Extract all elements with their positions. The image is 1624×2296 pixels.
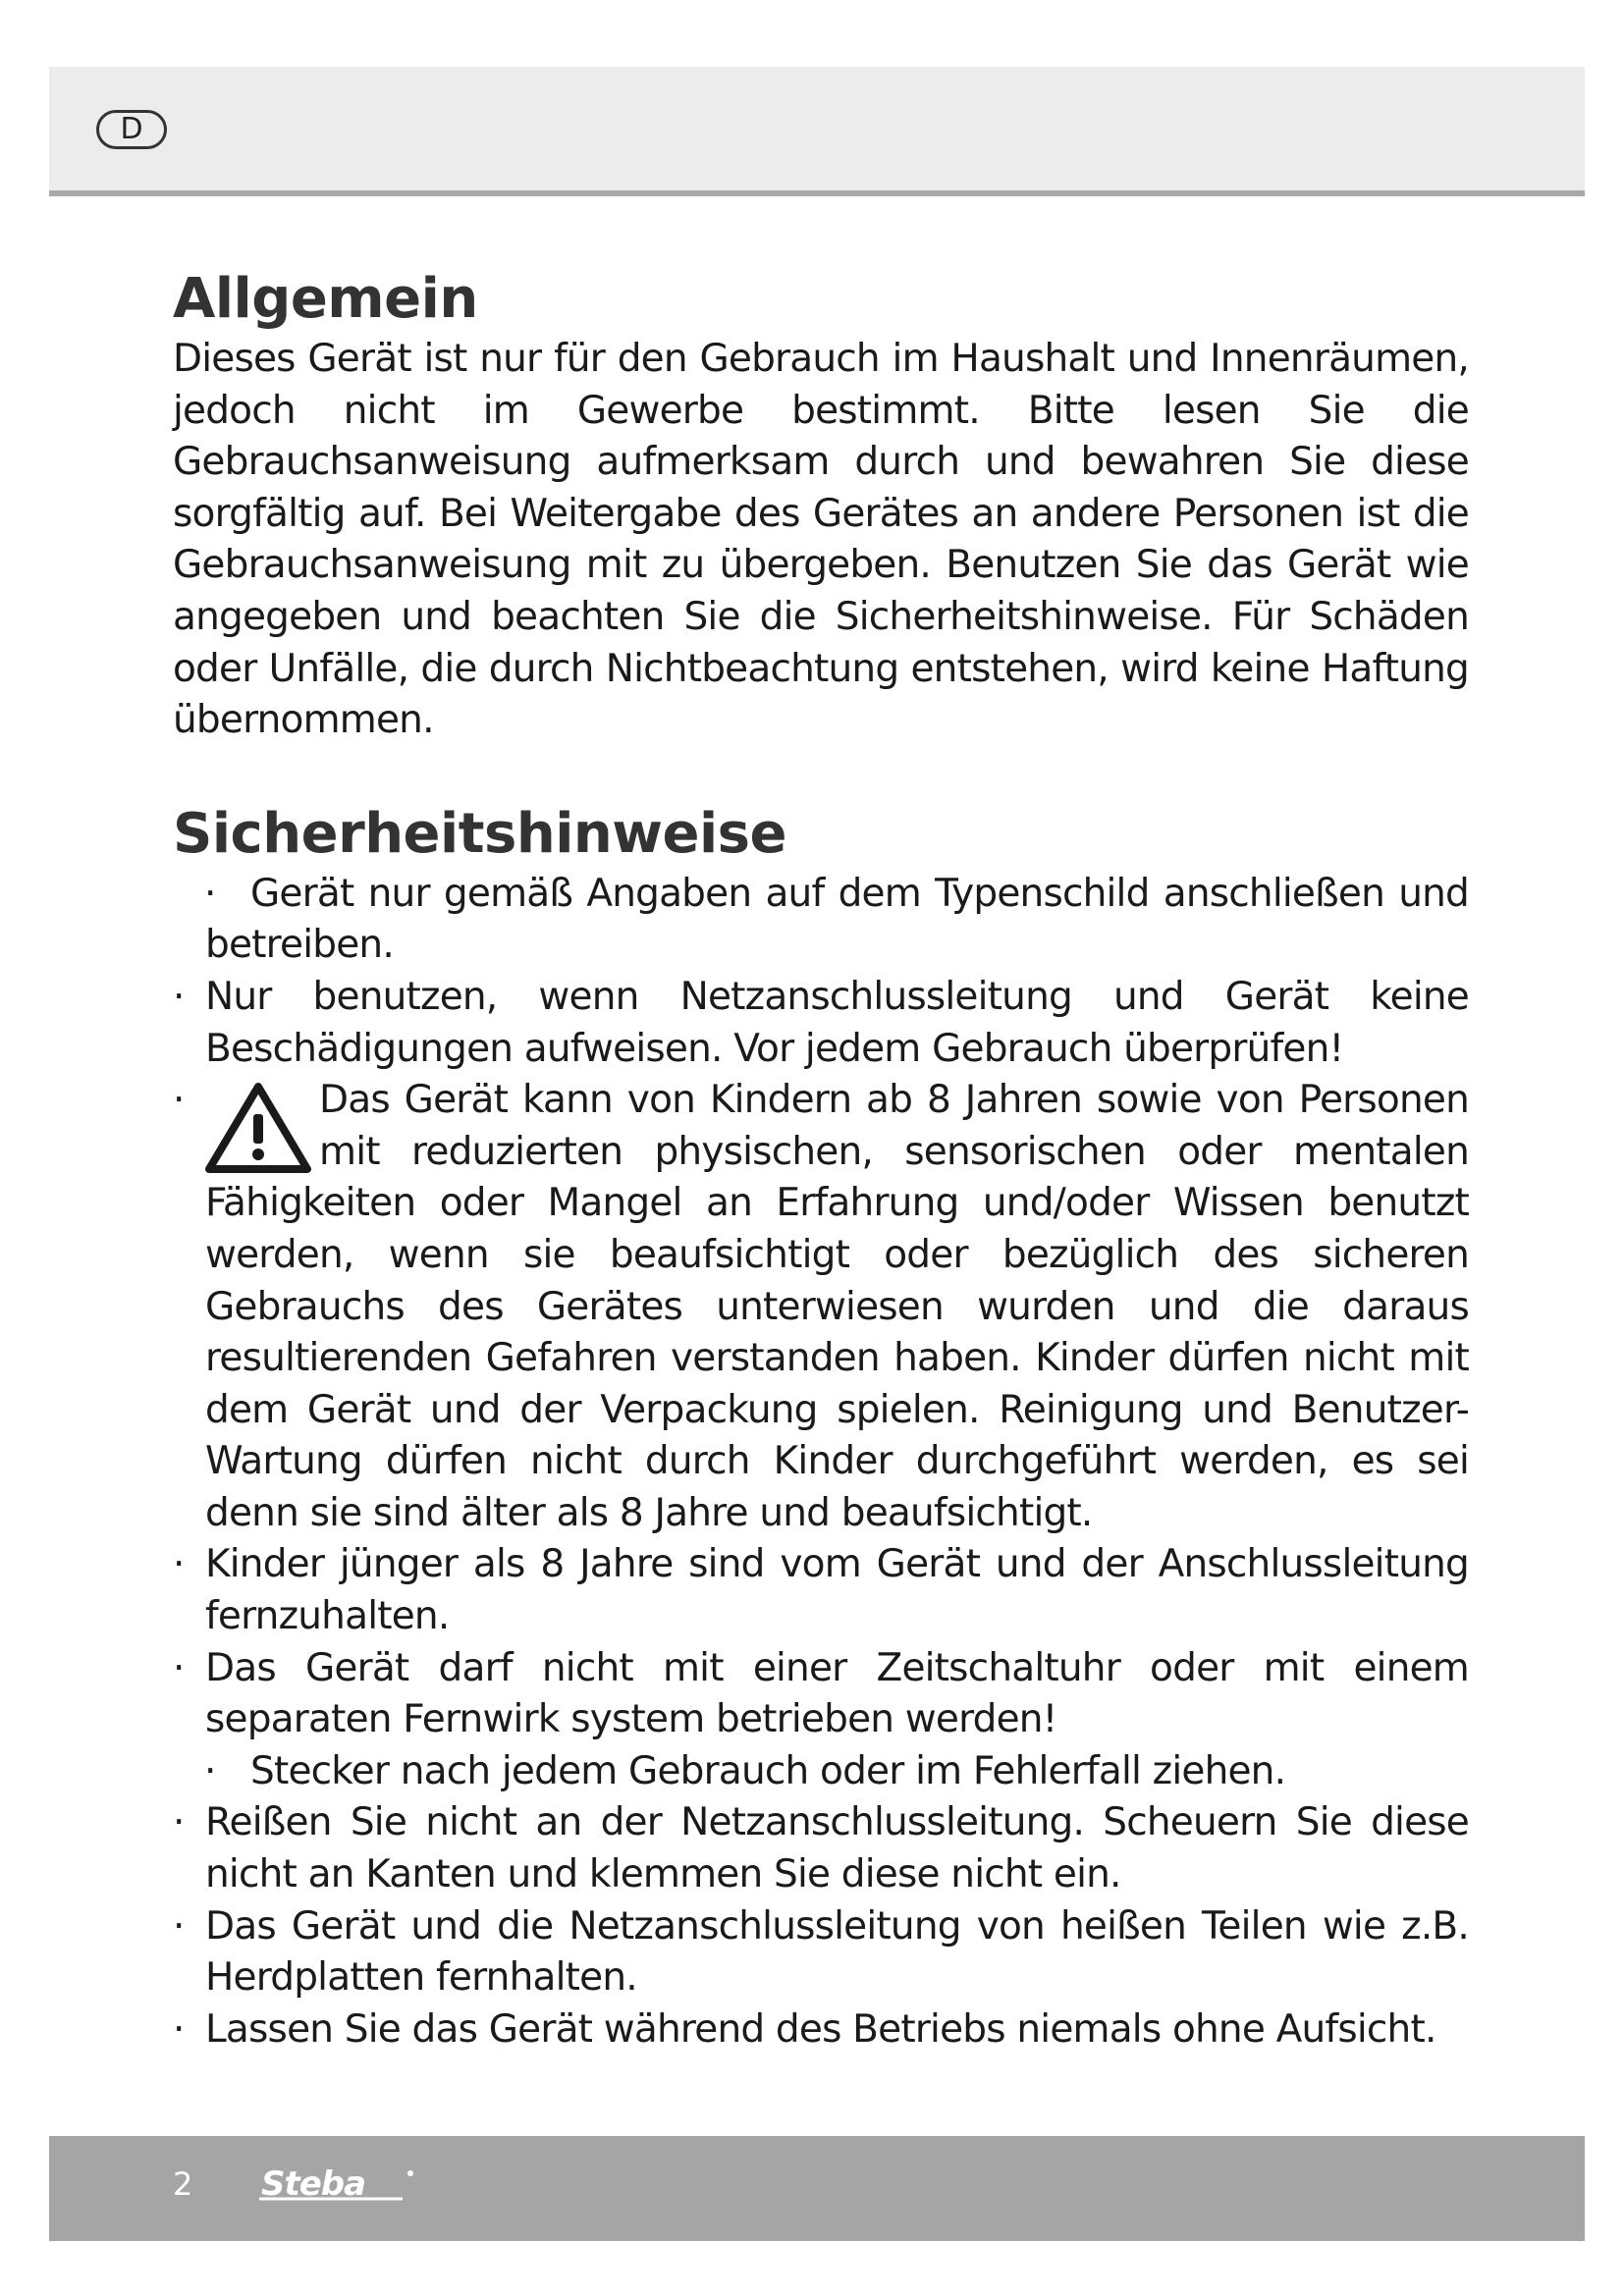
safety-item-9	[173, 2004, 1469, 2056]
safety-item-4	[173, 1539, 1469, 1642]
general-heading: Allgemein	[173, 267, 478, 331]
safety-heading: Sicherheitshinweise	[173, 801, 786, 866]
bullet: ·	[173, 1542, 185, 1587]
bullet: ·	[173, 1078, 185, 1123]
page-number: 2	[173, 2165, 193, 2203]
bullet: ·	[173, 1903, 185, 1949]
bullet: ·	[173, 1645, 185, 1690]
safety-item-text: Das Gerät kann von Kindern ab 8 Jahren sowie von Personen mit reduzierten physischen, sensorischen oder mentalen Fähigkeiten oder Mangel an Erfahrung und/oder Wissen benutzt werden, wenn sie beaufsichtigt oder bezüglich des sicheren Gebrauchs des Gerätes unterwiesen wurden und die daraus resultierenden Gefahren verstanden haben. Kinder dürfen nicht mit dem Gerät und der Verpackung spielen. Reinigung und Benutzer-Wartung dürfen nicht durch Kinder durchgeführt werden, es sei denn sie sind älter als 8 Jahre und beaufsichtigt.	[205, 1078, 1469, 1535]
footer-bar	[49, 2136, 1585, 2241]
safety-item-text: Kinder jünger als 8 Jahre sind vom Gerät und der Anschlussleitung fernzuhalten.	[205, 1542, 1469, 1639]
safety-item-1	[173, 869, 1469, 972]
language-badge: D	[96, 110, 167, 149]
safety-item-text: Stecker nach jedem Gebrauch oder im Fehlerfall ziehen.	[250, 1748, 1286, 1793]
safety-item-6	[173, 1746, 1469, 1798]
safety-item-text: Das Gerät darf nicht mit einer Zeitschaltuhr oder mit einem separaten Fernwirk system betrieben werden!	[205, 1645, 1469, 1742]
brand-name: Steba	[261, 2164, 366, 2204]
steba-logo-icon	[255, 2160, 422, 2215]
safety-item-5	[173, 1643, 1469, 1746]
safety-list	[173, 869, 1469, 2056]
safety-item-3	[173, 1075, 1469, 1539]
header-bar	[49, 67, 1585, 196]
safety-item-2	[173, 972, 1469, 1075]
safety-item-text: Reißen Sie nicht an der Netzanschlussleitung. Scheuern Sie diese nicht an Kanten und klemmen Sie diese nicht ein.	[205, 1800, 1469, 1897]
safety-item-text: Das Gerät und die Netzanschlussleitung von heißen Teilen wie z.B. Herdplatten fernhalten.	[205, 1903, 1469, 2001]
bullet: ·	[204, 871, 216, 916]
safety-item-8	[173, 1901, 1469, 2004]
safety-item-text: Nur benutzen, wenn Netzanschlussleitung und Gerät keine Beschädigungen aufweisen. Vor jedem Gebrauch überprüfen!	[205, 974, 1469, 1071]
bullet: ·	[173, 1800, 185, 1845]
page-content	[173, 265, 1469, 2056]
warning-triangle-icon	[205, 1081, 311, 1175]
general-section	[173, 265, 1469, 747]
general-body: Dieses Gerät ist nur für den Gebrauch im Haushalt und Innenräumen, jedoch nicht im Gewerbe bestimmt. Bitte lesen Sie die Gebrauchsanweisung aufmerksam durch und bewahren Sie diese sorgfältig auf. Bei Weitergabe des Gerätes an andere Personen ist die Gebrauchsanweisung mit zu übergeben. Benutzen Sie das Gerät wie angegeben und beachten Sie die Sicherheitshinweise. Für Schäden oder Unfälle, die durch Nichtbeachtung entstehen, wird keine Haftung übernommen.	[173, 337, 1469, 743]
safety-item-text: Gerät nur gemäß Angaben auf dem Typenschild anschließen und betreiben.	[205, 871, 1469, 968]
bullet: ·	[173, 974, 185, 1019]
safety-item-text: Lassen Sie das Gerät während des Betriebs niemals ohne Aufsicht.	[205, 2006, 1436, 2052]
safety-item-7	[173, 1797, 1469, 1900]
safety-section	[173, 800, 1469, 2056]
bullet: ·	[173, 2006, 185, 2052]
bullet: ·	[204, 1748, 216, 1793]
